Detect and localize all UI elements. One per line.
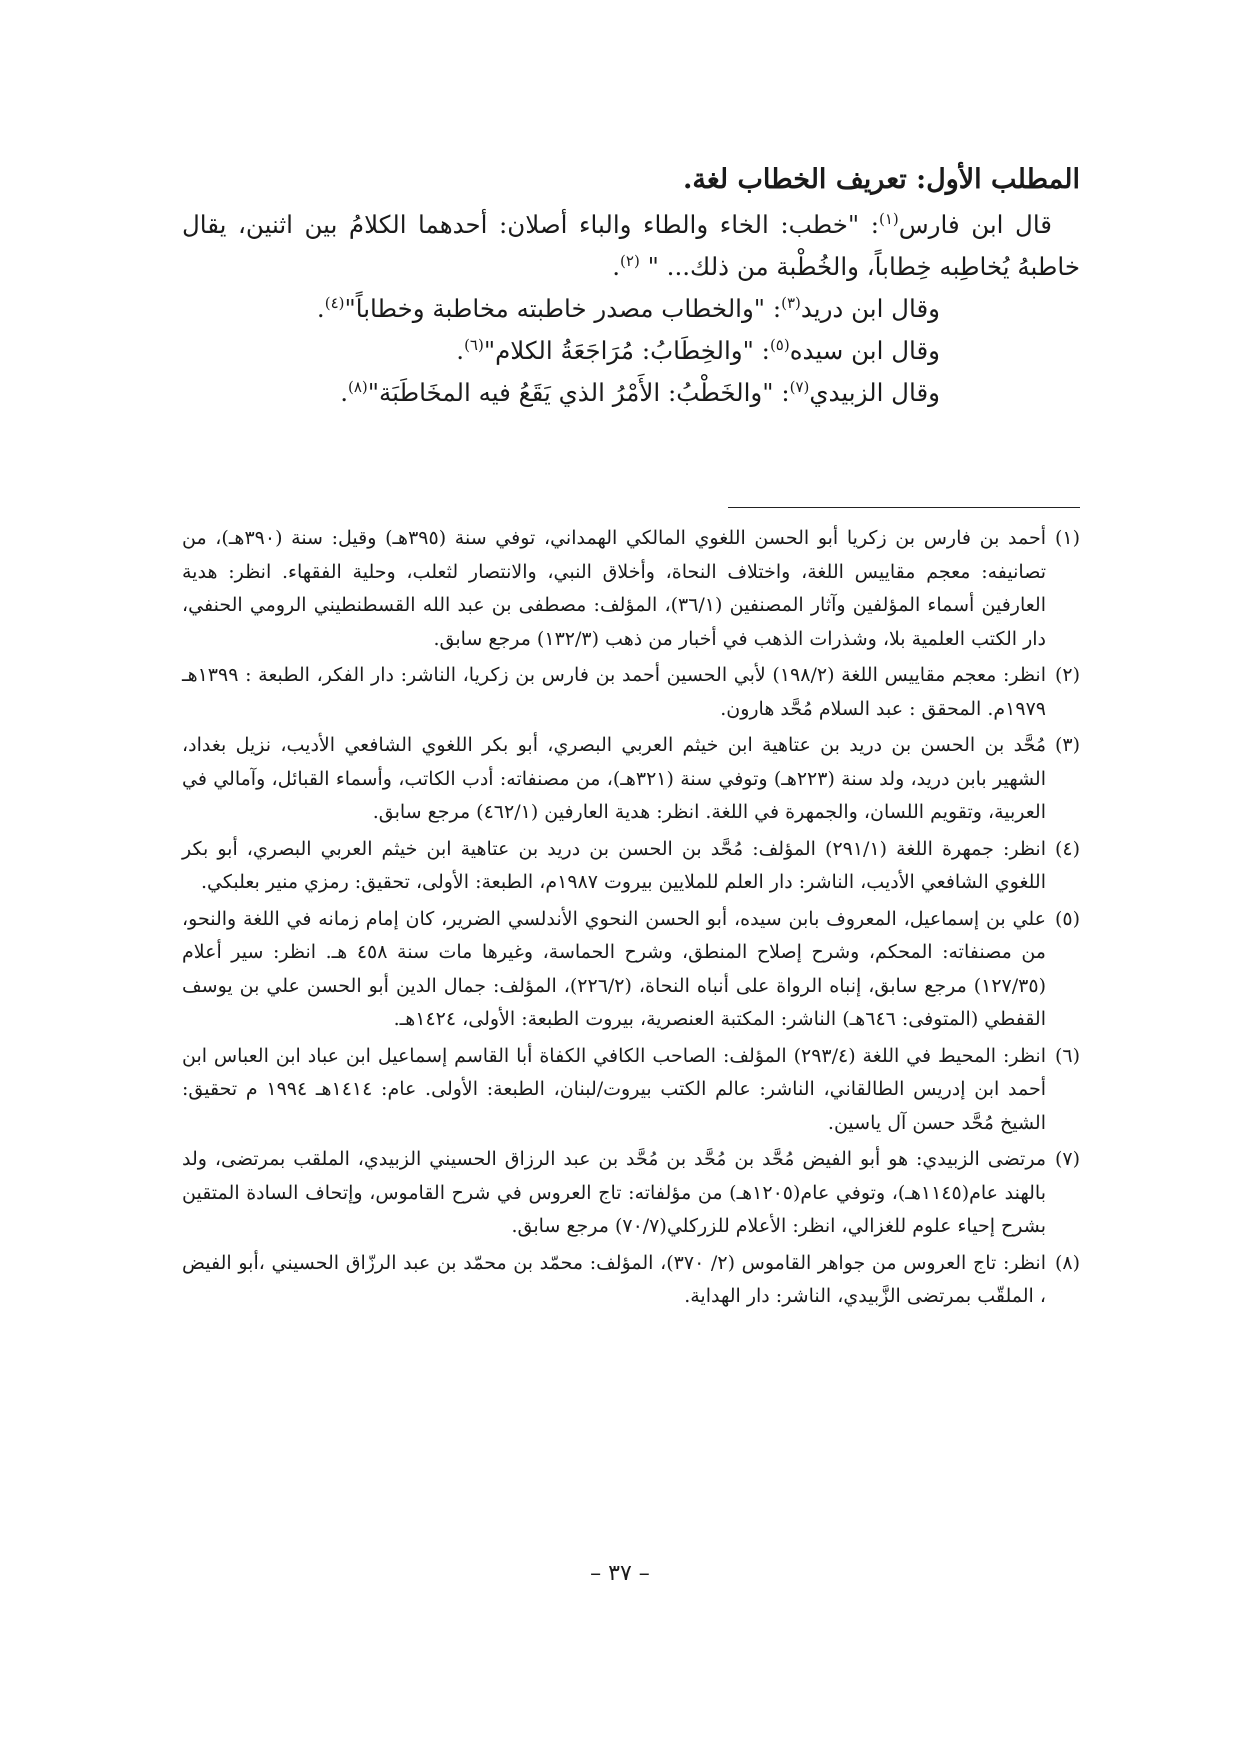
footnote-ref[interactable]: (٥) bbox=[769, 335, 790, 354]
footnote-ref[interactable]: (٦) bbox=[464, 335, 484, 354]
footnote-ref[interactable]: (١) bbox=[878, 209, 899, 228]
paragraph-ibn-sidah bbox=[182, 330, 1080, 372]
footnote-item bbox=[182, 659, 1080, 726]
footnote-number: (٦) bbox=[1054, 1044, 1080, 1067]
footnote-text: علي بن إسماعيل، المعروف بابن سيده، أبو الحسن النحوي الأندلسي الضرير، كان إمام زمانه في اللغة والنحو، من مصنفاته: المحكم، وشرح إصلاح المنطق، وشرح الحماسة، وغيرها مات سنة ٤٥٨ هـ. انظر: سير أعلام (١٢٧/٣٥) مرجع سابق، إنباه الرواة على أنباه النحاة، (٢٢٦/٢)، المؤلف: جمال الدين أبو الحسن علي بن يوسف القفطي (المتوفى: ٦٤٦هـ) الناشر: المكتبة العنصرية، بيروت الطبعة: الأولى، ١٤٢٤هـ. bbox=[182, 907, 1046, 1030]
paragraph-end: . bbox=[340, 378, 348, 407]
footnote-number: (١) bbox=[1054, 527, 1080, 549]
paragraph-text: وقال الزبيدي bbox=[809, 378, 940, 407]
footnote-ref[interactable]: (٣) bbox=[781, 293, 801, 312]
paragraph-text: : "والخطاب مصدر خاطبته مخاطبة وخطاباً" bbox=[344, 294, 782, 323]
footnote-ref[interactable]: (٤) bbox=[324, 293, 345, 312]
main-text bbox=[182, 142, 1080, 414]
footnote-item bbox=[182, 729, 1080, 830]
footnote-number: (٧) bbox=[1054, 1148, 1080, 1170]
section-heading: المطلب الأول: تعريف الخطاب لغة. bbox=[682, 164, 1080, 195]
paragraph-ibn-faris bbox=[182, 204, 1080, 288]
footnote-text: مرتضى الزبيدي: هو أبو الفيض مُحَّد بن مُحَّد بن مُحَّد بن عبد الرزاق الحسيني الزبيدي، الملقب بمرتضى، ولد بالهند عام(١١٤٥هـ)، وتوفي عام(١٢٠٥هـ) من مؤلفاته: تاج العروس في شرح القاموس، وإتحاف السادة المتقين بشرح إحياء علوم للغزالي، انظر: الأعلام للزركلي(٧٠/٧) مرجع سابق. bbox=[182, 1148, 1046, 1237]
footnote-item bbox=[182, 1040, 1080, 1141]
footnotes-section bbox=[182, 522, 1080, 1317]
page-number: – ٣٧ – bbox=[590, 1561, 650, 1586]
paragraph-ibn-durayd bbox=[182, 288, 1080, 330]
footnote-text: مُحَّد بن الحسن بن دريد بن عتاهية ابن خيثم العربي البصري، أبو بكر اللغوي الشافعي الأديب، نزيل بغداد، الشهير بابن دريد، ولد سنة (٢٢٣هـ) وتوفي سنة (٣٢١هـ)، من مصنفاته: أدب الكاتب، وأسماء القبائل، وآمالي في العربية، وتقويم اللسان، والجمهرة في اللغة. انظر: هدية العارفين (٤٦٢/١) مرجع سابق. bbox=[182, 734, 1046, 823]
paragraph-zabidi bbox=[182, 372, 1080, 414]
footnote-item bbox=[182, 903, 1080, 1037]
paragraph-text: قال ابن فارس bbox=[898, 210, 1052, 239]
paragraph-end: . bbox=[612, 252, 621, 281]
footnote-number: (٢) bbox=[1054, 664, 1080, 686]
footnote-text: انظر: تاج العروس من جواهر القاموس (٢/ ٣٧٠)، المؤلف: محمّد بن محمّد بن عبد الرزّاق الحسيني ،أبو الفيض ، الملقّب بمرتضى الزَّبيدي، الناشر: دار الهداية. bbox=[182, 1251, 1046, 1307]
footnote-text: انظر: معجم مقاييس اللغة (١٩٨/٢) لأبي الحسين أحمد بن فارس بن زكريا، الناشر: دار الفكر، الطبعة : ١٣٩٩هـ ١٩٧٩م. المحقق : عبد السلام مُحَّد هارون. bbox=[182, 664, 1046, 720]
footnote-item bbox=[182, 1247, 1080, 1314]
footnote-number: (٣) bbox=[1054, 734, 1080, 756]
paragraph-text: وقال ابن دريد bbox=[800, 294, 940, 323]
footnote-ref[interactable]: (٢) bbox=[620, 251, 640, 270]
footnote-text: أحمد بن فارس بن زكريا أبو الحسن اللغوي المالكي الهمداني، توفي سنة (٣٩٥هـ) وقيل: سنة (٣٩٠هـ)، من تصانيفه: معجم مقاييس اللغة، واختلاف النحاة، وأخلاق النبي، والانتصار لثعلب، وحلية الفقهاء. انظر: هدية العارفين أسماء المؤلفين وآثار المصنفين (٣٦/١)، المؤلف: مصطفى بن عبد الله القسطنطيني الرومي الحنفي، دار الكتب العلمية بلا، وشذرات الذهب في أخبار من ذهب (١٣٢/٣) مرجع سابق. bbox=[182, 527, 1047, 650]
footnote-number: (٥) bbox=[1054, 907, 1080, 930]
footnote-ref[interactable]: (٨) bbox=[347, 377, 368, 396]
footnote-item bbox=[182, 833, 1080, 900]
paragraph-end: . bbox=[316, 294, 325, 323]
paragraph-end: . bbox=[456, 336, 465, 365]
footnote-divider bbox=[728, 507, 1080, 508]
footnote-item bbox=[182, 522, 1080, 656]
footnote-ref[interactable]: (٧) bbox=[789, 377, 810, 396]
footnote-number: (٤) bbox=[1054, 837, 1080, 860]
paragraph-text: : "والخَطْبُ: الأَمْرُ الذي يَقَعُ فيه المخَاطَبَة" bbox=[367, 378, 790, 407]
paragraph-text: : "والخِطَابُ: مُرَاجَعَةُ الكلام" bbox=[483, 336, 770, 365]
footnote-text: انظر: المحيط في اللغة (٢٩٣/٤) المؤلف: الصاحب الكافي الكفاة أبا القاسم إسماعيل ابن عباد ابن العباس ابن أحمد ابن إدريس الطالقاني، الناشر: عالم الكتب بيروت/لبنان، الطبعة: الأولى. عام: ١٤١٤هـ ١٩٩٤ م تحقيق: الشيخ مُحَّد حسن آل ياسين. bbox=[182, 1044, 1047, 1134]
footnote-number: (٨) bbox=[1054, 1251, 1080, 1274]
footnote-text: انظر: جمهرة اللغة (٢٩١/١) المؤلف: مُحَّد بن الحسن بن دريد بن عتاهية ابن خيثم العربي البصري، أبو بكر اللغوي الشافعي الأديب، الناشر: دار العلم للملايين بيروت ١٩٨٧م، الطبعة: الأولى، تحقيق: رمزي منير بعلبكي. bbox=[182, 837, 1046, 893]
paragraph-text: وقال ابن سيده bbox=[789, 336, 940, 365]
footnote-item bbox=[182, 1143, 1080, 1244]
paragraph-text: : "خطب: الخاء والطاء والباء أصلان: أحدهما الكلامُ بين اثنين، يقال خاطبهُ يُخاطِبه خِطاباً، والخُطْبة من ذلك... " bbox=[182, 210, 1080, 281]
